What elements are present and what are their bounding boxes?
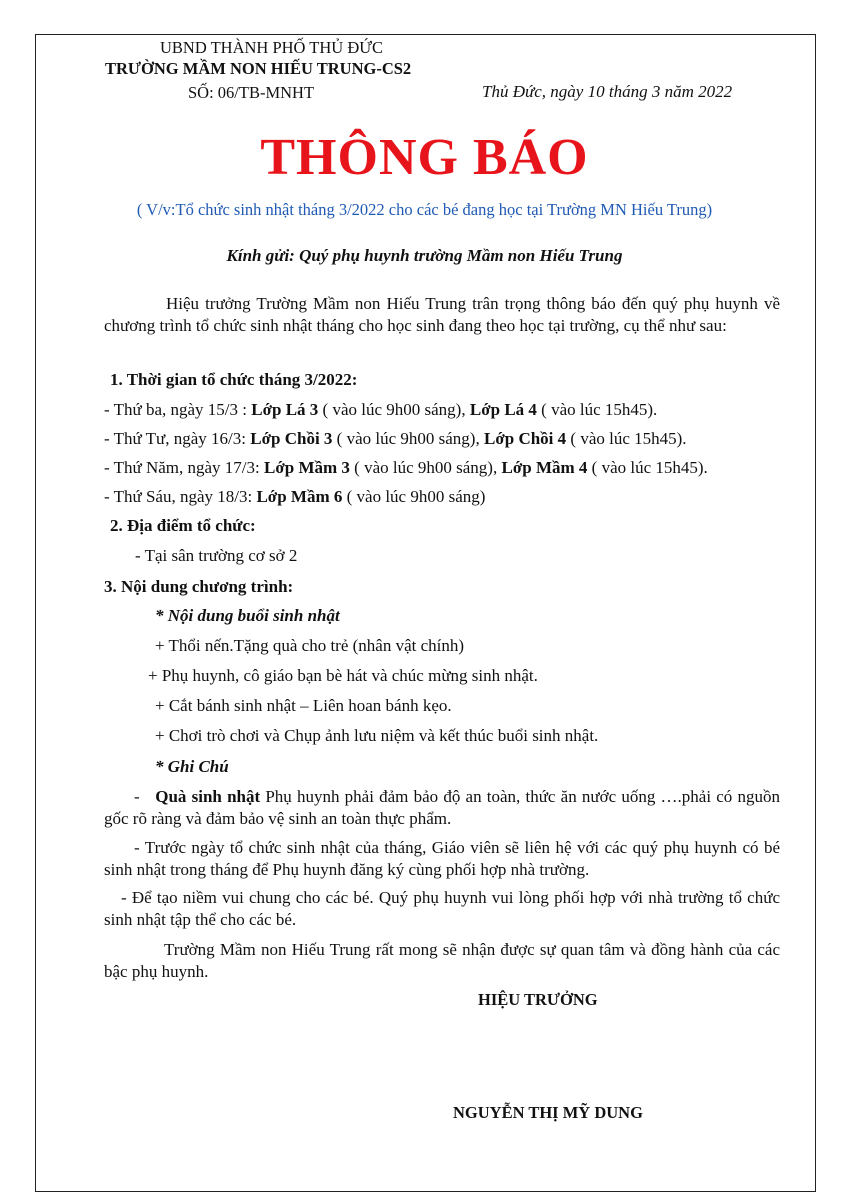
note-item: - Để tạo niềm vui chung cho các bé. Quý phụ huynh vui lòng phối hợp với nhà trường tổ chức sinh nhật tập thể cho các bé. (104, 888, 780, 929)
section1-heading: 1. Thời gian tổ chức tháng 3/2022: (110, 370, 358, 389)
activity-item: + Phụ huynh, cô giáo bạn bè hát và chúc mừng sinh nhật. (148, 666, 538, 685)
document-number: SỐ: 06/TB-MNHT (188, 83, 315, 102)
salutation: Kính gửi: Quý phụ huynh trường Mầm non Hiếu Trung (226, 246, 623, 265)
section3-heading: 3. Nội dung chương trình: (104, 577, 294, 596)
schedule-class-a: Lớp Mầm 3 (264, 458, 350, 477)
note-gift-label: Quà sinh nhật (155, 787, 261, 806)
note-item: - Quà sinh nhật Phụ huynh phải đảm bảo độ an toàn, thức ăn nước uống ….phải có nguồn gốc rõ ràng và đảm bảo vệ sinh an toàn thực phẩm. (104, 787, 780, 828)
activity-item: + Chơi trò chơi và Chụp ảnh lưu niệm và kết thúc buổi sinh nhật. (155, 726, 599, 745)
note-item: - Trước ngày tổ chức sinh nhật của tháng, Giáo viên sẽ liên hệ với các quý phụ huynh có bé sinh nhật trong tháng để Phụ huynh đăng ký cùng phối hợp nhà trường. (104, 838, 780, 879)
section2-heading: 2. Địa điểm tổ chức: (110, 516, 256, 535)
school-name: TRƯỜNG MẦM NON HIẾU TRUNG-CS2 (105, 59, 412, 78)
signatory-title: HIỆU TRƯỞNG (478, 990, 598, 1009)
authority-name: UBND THÀNH PHỐ THỦ ĐỨC (160, 38, 384, 57)
activity-item: + Thổi nến.Tặng quà cho trẻ (nhân vật chính) (155, 636, 465, 655)
schedule-class-a: Lớp Mầm 6 (256, 487, 343, 506)
schedule-time-a: ( vào lúc 9h00 sáng), (332, 429, 484, 448)
schedule-time-b: ( vào lúc 15h45). (587, 458, 708, 477)
schedule-item (104, 429, 687, 449)
schedule-class-b: Lớp Lá 4 (469, 400, 537, 419)
schedule-day: - Thứ Năm, ngày 17/3: (104, 458, 264, 477)
signatory-name: NGUYỄN THỊ MỸ DUNG (453, 1103, 643, 1122)
closing-paragraph: Trường Mầm non Hiếu Trung rất mong sẽ nhận được sự quan tâm và đồng hành của các bậc phụ huynh. (104, 940, 780, 981)
schedule-time-b: ( vào lúc 15h45). (536, 400, 658, 419)
subtitle: ( V/v:Tổ chức sinh nhật tháng 3/2022 cho các bé đang học tại Trường MN Hiếu Trung) (136, 200, 713, 219)
schedule-item (104, 458, 708, 478)
schedule-time-a: ( vào lúc 9h00 sáng) (342, 487, 486, 506)
schedule-item (104, 487, 485, 507)
schedule-time-a: ( vào lúc 9h00 sáng), (349, 458, 502, 477)
schedule-class-a: Lớp Lá 3 (251, 400, 319, 419)
schedule-day: - Thứ Tư, ngày 16/3: (104, 429, 251, 448)
notes-subheading: * Ghi Chú (155, 757, 229, 776)
schedule-class-a: Lớp Chồi 3 (250, 429, 333, 448)
note-gift-text: Phụ huynh phải đảm bảo độ an toàn, thức ăn nước uống ….phải có nguồn gốc rõ ràng và đảm bảo vệ sinh an toàn thực phẩm. (104, 787, 780, 828)
activity-item: + Cắt bánh sinh nhật – Liên hoan bánh kẹo. (155, 696, 452, 715)
schedule-day: - Thứ Sáu, ngày 18/3: (104, 487, 257, 506)
schedule-class-b: Lớp Mầm 4 (501, 458, 588, 477)
place-date: Thủ Đức, ngày 10 tháng 3 năm 2022 (482, 82, 733, 101)
venue-item: - Tại sân trường cơ sở 2 (135, 546, 298, 565)
schedule-day: - Thứ ba, ngày 15/3 : (104, 400, 252, 419)
schedule-item (104, 400, 657, 420)
schedule-time-b: ( vào lúc 15h45). (566, 429, 687, 448)
intro-paragraph: Hiệu trưởng Trường Mầm non Hiếu Trung trân trọng thông báo đến quý phụ huynh về chương trình tổ chức sinh nhật tháng cho học sinh đang theo học tại trường, cụ thể như sau: (104, 294, 780, 335)
schedule-class-b: Lớp Chồi 4 (483, 429, 567, 448)
program-subheading: * Nội dung buổi sinh nhật (155, 606, 340, 625)
page-title: THÔNG BÁO (260, 129, 589, 186)
schedule-time-a: ( vào lúc 9h00 sáng), (318, 400, 470, 419)
